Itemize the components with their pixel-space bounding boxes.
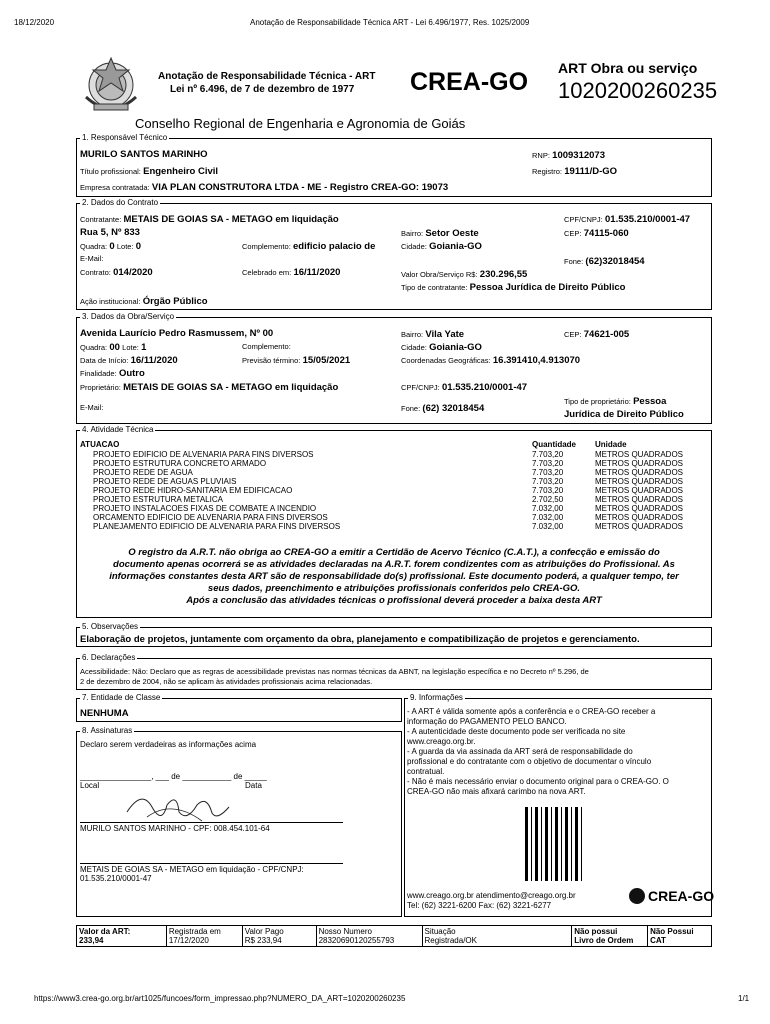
activity-description: PROJETO INSTALACOES FIXAS DE COMBATE A INCENDIO	[93, 504, 317, 513]
section-title: 5. Observações	[82, 622, 139, 631]
titulo-value: Engenheiro Civil	[143, 166, 219, 177]
cidade-label: Cidade:	[401, 242, 427, 251]
activity-unit: METROS QUADRADOS	[595, 522, 684, 531]
payment-cell-value: Livro de Ordem	[574, 936, 634, 945]
proprietario-value: METAIS DE GOIAS SA - METAGO em liquidação	[123, 382, 339, 393]
inicio-label: Data de Início:	[80, 356, 129, 365]
cep-value: 74621-005	[583, 329, 630, 340]
notice-line: documento apenas ocorrerá se as atividades declaradas na A.R.T. forem condizentes com as atribuições do Profissional. As	[113, 559, 675, 570]
art-kind: ART Obra ou serviço	[558, 60, 698, 76]
activity-description: PLANEJAMENTO EDIFICIO DE ALVENARIA PARA FINS DIVERSOS	[93, 522, 341, 531]
tipo-proprietario-value-1: Pessoa	[633, 396, 667, 407]
crea-logo-text: CREA-GO	[648, 888, 715, 904]
payment-cell-label: Situação	[424, 927, 456, 936]
activity-unit: METROS QUADRADOS	[595, 477, 684, 486]
cep-label: CEP:	[564, 330, 582, 339]
bairro-label: Bairro:	[401, 330, 424, 339]
rnp-label: RNP:	[532, 151, 550, 160]
contratante-signature-line-2: 01.535.210/0001-47	[80, 874, 152, 883]
payment-cell-value: 28320690120255793	[318, 936, 395, 945]
declaracao-line-2: 2 de dezembro de 2004, não se aplicam às atividades profissionais acima relacionadas.	[80, 677, 373, 686]
signature-icon	[117, 787, 237, 827]
payment-cell-label: Não Possui	[650, 927, 694, 936]
page-number: 1/1	[738, 994, 750, 1003]
activity-quantity: 7.032,00	[532, 513, 564, 522]
bairro-label: Bairro:	[401, 229, 424, 238]
fone-value: (62) 32018454	[422, 403, 485, 414]
section-entidade	[76, 693, 402, 722]
payment-cell-label: Registrada em	[168, 927, 221, 936]
section-title: 1. Responsável Técnico	[82, 133, 168, 142]
cpf-value: 01.535.210/0001-47	[605, 214, 691, 225]
cidade-label: Cidade:	[401, 343, 427, 352]
finalidade-value: Outro	[118, 368, 145, 379]
activity-description: PROJETO ESTRUTURA CONCRETO ARMADO	[93, 459, 267, 468]
bairro-value: Setor Oeste	[425, 228, 479, 239]
email-label: E-Mail:	[80, 403, 104, 412]
activity-unit: METROS QUADRADOS	[595, 513, 684, 522]
section-title: 6. Declarações	[82, 653, 136, 662]
declaro-text: Declaro serem verdadeiras as informações acima	[80, 740, 257, 749]
coat-of-arms-icon	[76, 52, 146, 122]
print-title: Anotação de Responsabilidade Técnica ART - Lei 6.496/1977, Res. 1025/2009	[250, 18, 530, 27]
lote-label: Lote:	[116, 242, 134, 251]
payment-cell-label: Não possui	[574, 927, 618, 936]
contratante-label: Contratante:	[80, 215, 122, 224]
activity-unit: METROS QUADRADOS	[595, 468, 684, 477]
complemento-label: Complemento:	[242, 242, 291, 251]
activity-description: PROJETO ESTRUTURA METALICA	[93, 495, 223, 504]
payment-cell-label: Valor da ART:	[79, 927, 131, 936]
activity-unit: METROS QUADRADOS	[595, 495, 684, 504]
inicio-value: 16/11/2020	[130, 355, 178, 366]
activity-unit: METROS QUADRADOS	[595, 459, 684, 468]
acao-label: Ação institucional:	[80, 297, 141, 306]
payment-cell	[316, 926, 422, 947]
art-title-2: Lei nº 6.496, de 7 de dezembro de 1977	[170, 84, 355, 95]
info-line: - A guarda da via assinada da ART será de responsabilidade do	[407, 747, 633, 756]
section-assinaturas	[76, 726, 402, 917]
info-line: informação do PAGAMENTO PELO BANCO.	[407, 717, 567, 726]
qty-header: Quantidade	[532, 440, 577, 449]
fone-value: (62)32018454	[585, 256, 645, 267]
titulo-label: Título profissional:	[80, 167, 141, 176]
celebrado-value: 16/11/2020	[293, 267, 341, 278]
cep-value: 74115-060	[583, 228, 629, 239]
previsao-value: 15/05/2021	[302, 355, 351, 366]
quadra-value: 00	[109, 342, 120, 353]
activity-description: PROJETO EDIFICIO DE ALVENARIA PARA FINS DIVERSOS	[93, 450, 314, 459]
section-title: 8. Assinaturas	[82, 726, 133, 735]
activity-description: PROJETO REDE DE AGUAS PLUVIAIS	[93, 477, 237, 486]
payment-cell-value: R$ 233,94	[244, 936, 282, 945]
activity-quantity: 7.703,20	[532, 459, 564, 468]
print-date: 18/12/2020	[14, 18, 55, 27]
activity-unit: METROS QUADRADOS	[595, 486, 684, 495]
contratante-signature-line-1: METAIS DE GOIAS SA - METAGO em liquidação - CPF/CNPJ:	[80, 865, 304, 874]
payment-cell	[166, 926, 242, 947]
payment-cell-value: 17/12/2020	[168, 936, 209, 945]
complemento-label: Complemento:	[242, 342, 291, 351]
tipo-contratante-label: Tipo de contratante:	[401, 283, 468, 292]
declaracao-line-1: Acessibilidade: Não: Declaro que as regras de acessibilidade previstas nas normas técnicas da ABNT, na legislação específica e no Decreto nº 5.296, de	[80, 667, 589, 676]
section-informacoes	[404, 693, 715, 917]
qr-code-icon	[525, 807, 583, 881]
activity-quantity: 7.703,20	[532, 468, 564, 477]
section-title: 4. Atividade Técnica	[82, 425, 154, 434]
info-line: contratual.	[407, 767, 445, 776]
notice-line: Após a conclusão das atividades técnicas o profissional deverá proceder a baixa desta ART	[186, 595, 602, 606]
info-line: - Não é mais necessário enviar o documento original para o CREA-GO. O	[407, 777, 669, 786]
contrato-label: Contrato:	[80, 268, 111, 277]
crea-logo-icon	[629, 888, 645, 904]
info-line: - A ART é válida somente após a conferência e o CREA-GO receber a	[407, 707, 656, 716]
fone-label: Fone:	[401, 404, 421, 413]
payment-cell	[422, 926, 572, 947]
tipo-proprietario-value-2: Jurídica de Direito Público	[564, 409, 684, 420]
section-declaracoes	[76, 653, 712, 690]
cidade-value: Goiania-GO	[429, 342, 482, 353]
valor-value: 230.296,55	[479, 269, 528, 280]
art-title-1: Anotação de Responsabilidade Técnica - ART	[158, 71, 376, 82]
activity-unit: METROS QUADRADOS	[595, 504, 684, 513]
coord-label: Coordenadas Geográficas:	[401, 356, 491, 365]
complemento-value: edificio palacio de	[293, 241, 376, 252]
payment-cell	[77, 926, 167, 947]
contact-line-1: www.creago.org.br atendimento@creago.org.br	[407, 891, 576, 900]
payment-cell	[572, 926, 648, 947]
activity-quantity: 7.703,20	[532, 477, 564, 486]
quadra-label: Quadra:	[80, 343, 108, 352]
proprietario-label: Proprietário:	[80, 383, 121, 392]
payment-cell-label: Valor Pago	[244, 927, 284, 936]
payment-cell	[242, 926, 316, 947]
notice-line: O registro da A.R.T. não obriga ao CREA-GO a emitir a Certidão de Acervo Técnico (C.A.T.), a confecção e emissão do	[128, 547, 660, 558]
professional-signature-line: MURILO SANTOS MARINHO - CPF: 008.454.101-64	[80, 824, 270, 833]
payment-cell-value: 233,94	[79, 936, 104, 945]
activity-unit: METROS QUADRADOS	[595, 450, 684, 459]
tipo-proprietario-label: Tipo de proprietário:	[564, 397, 631, 406]
registro-value: 19111/D-GO	[564, 166, 618, 177]
lote-label: Lote:	[122, 343, 139, 352]
info-line: CREA-GO não mais afixará carimbo na nova ART.	[407, 787, 586, 796]
data-label: Data	[245, 781, 262, 790]
quadra-label: Quadra:	[80, 242, 108, 251]
art-number: 1020200260235	[558, 78, 718, 103]
entidade-value: NENHUMA	[80, 708, 129, 719]
section-observacoes	[76, 622, 712, 647]
email-label: E-Mail:	[80, 254, 104, 263]
cpf-label: CPF/CNPJ:	[401, 383, 440, 392]
activity-description: ORCAMENTO EDIFICIO DE ALVENARIA PARA FINS DIVERSOS	[93, 513, 328, 522]
contact-line-2: Tel: (62) 3221-6200 Fax: (62) 3221-6277	[407, 901, 552, 910]
payment-cell	[648, 926, 712, 947]
observacoes-text: Elaboração de projetos, juntamente com orçamento da obra, planejamento e compatibilização de projetos e gerenciamento.	[80, 634, 640, 645]
notice-line: seus dados, preenchimento e atribuições profissionais conferidos pelo CREA-GO.	[207, 583, 581, 594]
valor-label: Valor Obra/Serviço R$:	[401, 270, 478, 279]
lote-value: 1	[141, 342, 147, 353]
activity-quantity: 7.032,00	[532, 522, 564, 531]
activity-group: ATUACAO	[80, 440, 120, 449]
date-line: ________________, ___ de ___________ de _____	[80, 772, 267, 781]
section-obra	[76, 312, 712, 424]
lote-value: 0	[135, 241, 142, 252]
section-title: 9. Informações	[410, 693, 463, 702]
cep-label: CEP:	[564, 229, 582, 238]
section-responsavel	[76, 133, 712, 197]
section-title: 2. Dados do Contrato	[82, 198, 159, 207]
payment-cell-value: Registrada/OK	[424, 936, 477, 945]
brand-logo: CREA-GO	[410, 68, 529, 96]
empresa-label: Empresa contratada:	[80, 183, 150, 192]
cpf-value: 01.535.210/0001-47	[442, 382, 528, 393]
info-line: - A autenticidade deste documento pode ser verificada no site	[407, 727, 626, 736]
notice-line: informações constantes desta ART são de responsabilidade do(s) profissional. Este documento poderá, a qualquer tempo, ter	[109, 571, 679, 582]
contratante-value: METAIS DE GOIAS SA - METAGO em liquidação	[123, 214, 339, 225]
info-line: profissional e do contratante com o objetivo de documentar o vínculo	[407, 757, 652, 766]
responsavel-name: MURILO SANTOS MARINHO	[80, 149, 208, 160]
previsao-label: Previsão término:	[242, 356, 301, 365]
unit-header: Unidade	[595, 440, 627, 449]
cpf-label: CPF/CNPJ:	[564, 215, 603, 224]
info-line: www.creago.org.br.	[407, 737, 476, 746]
activity-description: PROJETO REDE HIDRO-SANITARIA EM EDIFICACAO	[93, 486, 293, 495]
finalidade-label: Finalidade:	[80, 369, 117, 378]
empresa-value: VIA PLAN CONSTRUTORA LTDA - ME - Registro CREA-GO: 19073	[151, 182, 449, 193]
page-url: https://www3.crea-go.org.br/art1025/funcoes/form_impressao.php?NUMERO_DA_ART=1020200260235	[34, 994, 406, 1003]
contrato-value: 014/2020	[113, 267, 153, 278]
payment-table	[76, 925, 712, 947]
activity-quantity: 7.703,20	[532, 450, 564, 459]
cidade-value: Goiania-GO	[429, 241, 482, 252]
section-title: 7. Entidade de Classe	[82, 693, 161, 702]
section-title: 3. Dados da Obra/Serviço	[82, 312, 175, 321]
council-name: Conselho Regional de Engenharia e Agronomia de Goiás	[135, 116, 466, 131]
activity-description: PROJETO REDE DE AGUA	[93, 468, 193, 477]
activity-quantity: 7.703,20	[532, 486, 564, 495]
rnp-value: 1009312073	[552, 150, 605, 161]
tipo-contratante-value: Pessoa Jurídica de Direito Público	[469, 282, 626, 293]
activity-quantity: 7.032,00	[532, 504, 564, 513]
payment-cell-label: Nosso Numero	[318, 927, 372, 936]
activity-quantity: 2.702,50	[532, 495, 564, 504]
acao-value: Órgão Público	[142, 296, 208, 307]
endereco-value: Rua 5, Nº 833	[80, 227, 140, 238]
fone-label: Fone:	[564, 257, 584, 266]
local-label: Local	[80, 781, 100, 790]
registro-label: Registro:	[532, 167, 563, 176]
coord-value: 16.391410,4.913070	[492, 355, 581, 366]
celebrado-label: Celebrado em:	[242, 268, 292, 277]
section-contrato	[76, 198, 712, 310]
payment-cell-value: CAT	[650, 936, 666, 945]
obra-endereco: Avenida Laurício Pedro Rasmussem, Nº 00	[80, 328, 274, 339]
bairro-value: Vila Yate	[425, 329, 465, 340]
quadra-value: 0	[109, 241, 115, 252]
